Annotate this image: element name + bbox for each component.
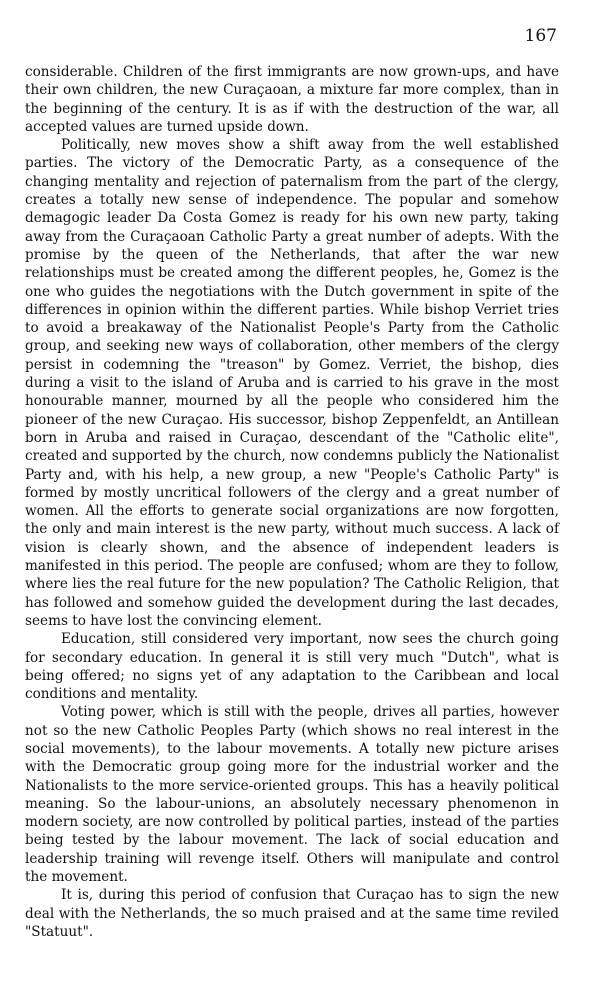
body-text [25,63,559,941]
paragraph-politics: Politically, new moves show a shift away from the well established parties. The victory of the Democratic Party, as a consequence of the changing mentality and rejection of paternalism from the part of the clergy, creates a totally new sense of independence. The popular and somehow demagogic leader Da Costa Gomez is ready for his own new party, taking away from the Curaçaoan Catholic Party a great number of adepts. With the promise by the queen of the Netherlands, that after the war new relationships must be created among the different peoples, he, Gomez is the one who guides the negotiations with the Dutch government in spite of the differences in opinion within the different parties. While bishop Verriet tries to avoid a breakaway of the Nationalist People's Party from the Catholic group, and seeking new ways of collaboration, other members of the clergy persist in codemning the "treason" by Gomez. Verriet, the bishop, dies during a visit to the island of Aruba and is carried to his grave in the most honourable manner, mourned by all the people who considered him the pioneer of the new Curaçao. His successor, bishop Zeppenfeldt, an Antillean born in Aruba and raised in Curaçao, descendant of the "Catholic elite", created and supported by the church, now condemns publicly the Nationalist Party and, with his help, a new group, a new "People's Catholic Party" is formed by mostly uncritical followers of the clergy and a great number of women. All the efforts to generate social organizations are now forgotten, the only and main interest is the new party, without much success. A lack of vision is clearly shown, and the absence of independent leaders is manifested in this period. The people are confused; whom are they to follow, where lies the real future for the new population? The Catholic Religion, that has followed and somehow guided the development during the last decades, seems to have lost the convincing element. [25,137,559,629]
paragraph-education: Education, still considered very important, now sees the church going for secondary education. In general it is still very much "Dutch", what is being offered; no signs yet of any adaptation to the Caribbean and local conditions and mentality. [25,631,559,703]
paragraph-continuation: considerable. Children of the first immigrants are now grown-ups, and have their own children, the new Curaçaoan, a mixture far more complex, than in the beginning of the century. It is as if with the destruction of the war, all accepted values are turned upside down. [25,64,559,135]
paragraph-voting-power: Voting power, which is still with the people, drives all parties, however not so the new Catholic Peoples Party (which shows no real interest in the social movements), to the labour movements. A totally new picture arises with the Democratic group going more for the industrial worker and the Nationalists to the more service-oriented groups. This has a heavily political meaning. So the labour-unions, an absolutely necessary phenomenon in modern society, are now controlled by political parties, instead of the parties being tested by the labour movement. The lack of social education and leadership training will revenge itself. Others will manipulate and control the movement. [25,704,559,886]
page-number: 167 [524,26,557,46]
paragraph-statuut: It is, during this period of confusion that Curaçao has to sign the new deal with the Netherlands, the so much praised and at the same time reviled "Statuut". [25,887,559,940]
